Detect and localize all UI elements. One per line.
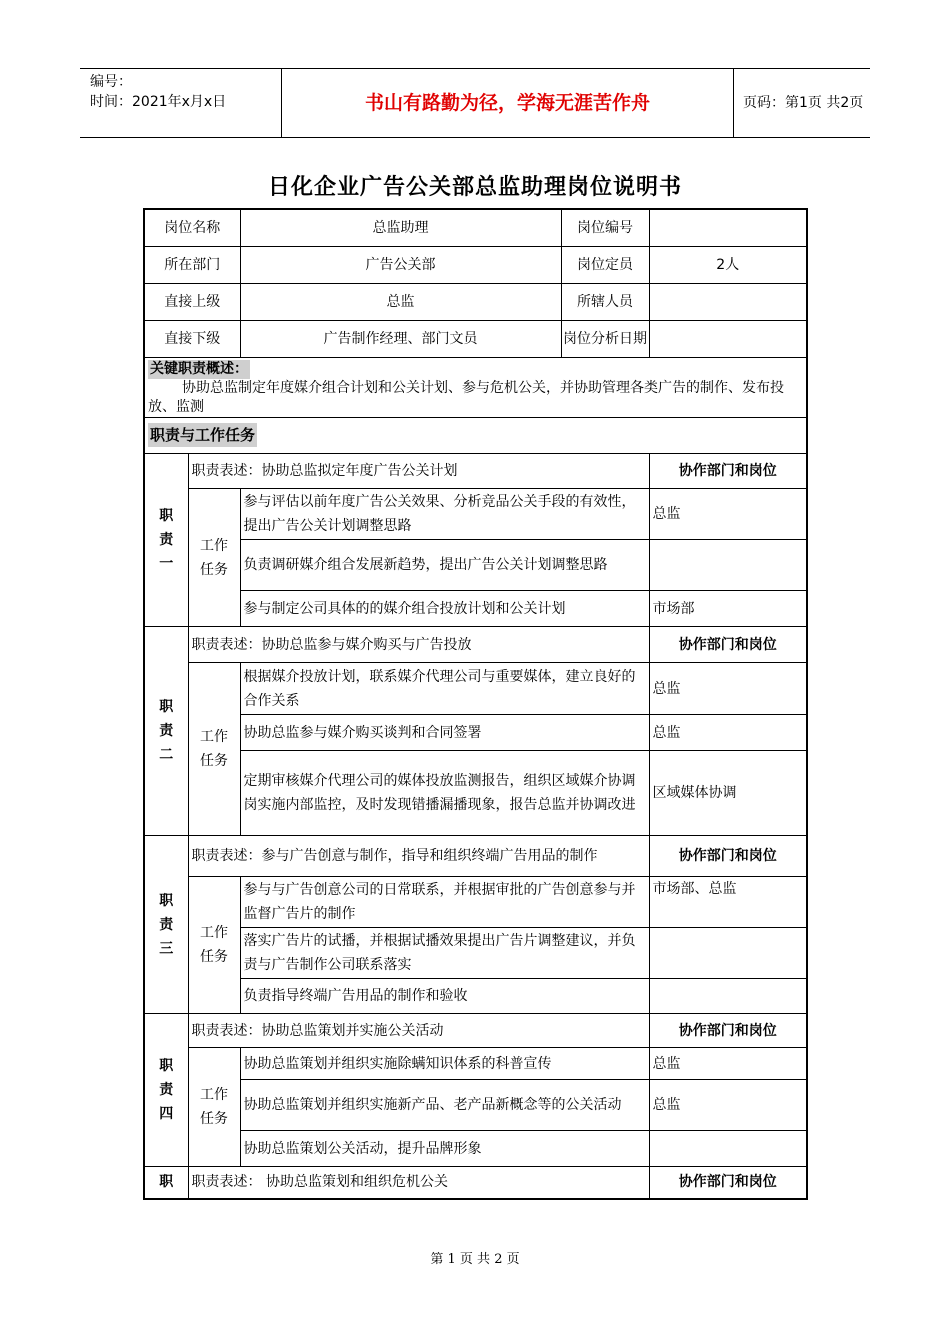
subordinate-count-value [649, 284, 807, 321]
post-no-value [649, 209, 807, 247]
task-label: 工作任务 [188, 489, 240, 627]
task-label: 工作任务 [188, 663, 240, 836]
quota-value: 2人 [649, 247, 807, 284]
coop-header: 协作部门和岗位 [649, 454, 807, 489]
subordinate-label: 直接下级 [144, 321, 240, 358]
task-label: 工作任务 [188, 1048, 240, 1167]
duty-desc: 职责表述：协助总监拟定年度广告公关计划 [188, 454, 649, 489]
duty-name: 职责四 [144, 1014, 188, 1167]
superior-label: 直接上级 [144, 284, 240, 321]
task-text: 参与评估以前年度广告公关效果、分析竞品公关手段的有效性，提出广告公关计划调整思路 [240, 489, 649, 540]
dept-value: 广告公关部 [241, 247, 562, 283]
task-coop: 市场部 [649, 591, 807, 627]
task-text: 参与制定公司具体的的媒介组合投放计划和公关计划 [240, 591, 649, 627]
document-title: 日化企业广告公关部总监助理岗位说明书 [267, 175, 682, 200]
task-coop [649, 928, 807, 979]
summary-label: 关键职责概述： [150, 361, 248, 377]
task-text: 根据媒介投放计划，联系媒介代理公司与重要媒体，建立良好的合作关系 [240, 663, 649, 715]
coop-header: 协作部门和岗位 [649, 836, 807, 877]
task-text: 落实广告片的试播，并根据试播效果提出广告片调整建议，并负责与广告制作公司联系落实 [240, 928, 649, 979]
time-label: 时间：2021年x月x日 [90, 94, 227, 110]
task-text: 定期审核媒介代理公司的媒体投放监测报告，组织区域媒介协调岗实施内部监控，及时发现错播漏播现象，报告总监并协调改进 [240, 751, 649, 836]
analysis-date-label: 岗位分析日期 [563, 331, 647, 347]
analysis-date-value [649, 321, 807, 358]
task-label: 工作任务 [188, 877, 240, 1014]
page-footer: 第 1 页 共 2 页 [430, 1252, 520, 1267]
job-description-table [143, 208, 808, 1200]
duty-name: 职责一 [144, 454, 188, 627]
coop-header: 协作部门和岗位 [649, 627, 807, 663]
task-text: 负责调研媒介组合发展新趋势，提出广告公关计划调整思路 [240, 540, 649, 591]
summary-text: 协助总监制定年度媒介组合计划和公关计划、参与危机公关，并协助管理各类广告的制作、发布投放、监测 [148, 380, 784, 415]
coop-header: 协作部门和岗位 [649, 1014, 807, 1048]
header-page-info: 页码：第1页 共2页 [743, 95, 864, 111]
post-no-label: 岗位编号 [577, 220, 633, 236]
task-coop: 市场部、总监 [649, 877, 807, 928]
task-coop: 总监 [649, 663, 807, 715]
header-meta [80, 69, 282, 137]
duty-name: 职责二 [144, 627, 188, 836]
task-coop: 总监 [649, 1048, 807, 1080]
quota-label: 岗位定员 [577, 257, 633, 273]
task-text: 协助总监策划并组织实施新产品、老产品新概念等的公关活动 [240, 1080, 649, 1131]
task-coop: 总监 [649, 715, 807, 751]
duty-desc: 职责表述： 协助总监策划和组织危机公关 [188, 1167, 649, 1199]
page-header [80, 68, 870, 138]
duty-name: 职 [144, 1167, 188, 1199]
subordinate-count-label: 所辖人员 [577, 294, 633, 310]
duty-desc: 职责表述：协助总监策划并实施公关活动 [188, 1014, 649, 1048]
task-text: 协助总监策划并组织实施除螨知识体系的科普宣传 [240, 1048, 649, 1080]
task-text: 协助总监参与媒介购买谈判和合同签署 [240, 715, 649, 751]
duties-heading-cell [144, 418, 807, 454]
task-coop [649, 979, 807, 1014]
superior-value: 总监 [241, 284, 562, 320]
header-slogan: 书山有路勤为径，学海无涯苦作舟 [282, 69, 734, 137]
summary-cell [144, 358, 807, 418]
post-name-label: 岗位名称 [144, 209, 240, 247]
code-label: 编号： [90, 74, 132, 90]
task-coop: 总监 [649, 489, 807, 540]
duties-heading: 职责与工作任务 [148, 423, 257, 447]
task-coop [649, 1131, 807, 1167]
subordinate-value: 广告制作经理、部门文员 [241, 321, 562, 357]
duty-desc: 职责表述：参与广告创意与制作，指导和组织终端广告用品的制作 [188, 836, 649, 877]
coop-header: 协作部门和岗位 [649, 1167, 807, 1199]
task-coop: 区域媒体协调 [649, 751, 807, 836]
task-coop [649, 540, 807, 591]
task-coop: 总监 [649, 1080, 807, 1131]
task-text: 参与与广告创意公司的日常联系，并根据审批的广告创意参与并监督广告片的制作 [240, 877, 649, 928]
task-text: 负责指导终端广告用品的制作和验收 [240, 979, 649, 1014]
dept-label: 所在部门 [144, 247, 240, 284]
duty-desc: 职责表述：协助总监参与媒介购买与广告投放 [188, 627, 649, 663]
duty-name: 职责三 [144, 836, 188, 1014]
task-text: 协助总监策划公关活动，提升品牌形象 [240, 1131, 649, 1167]
post-name-value: 总监助理 [241, 210, 562, 246]
